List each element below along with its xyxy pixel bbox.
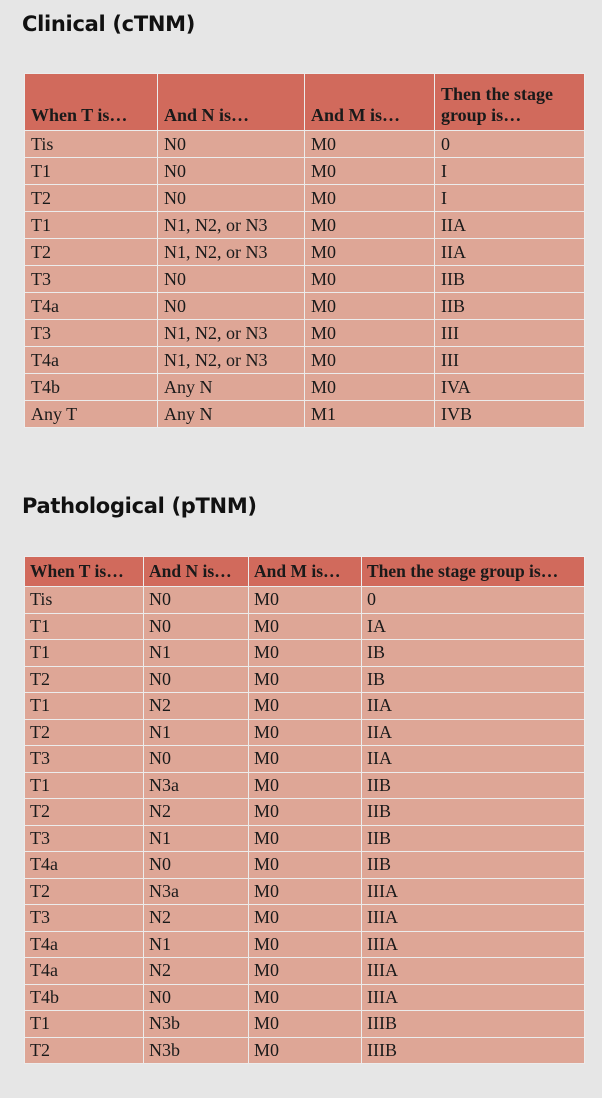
stage-cell: IA <box>362 613 585 640</box>
t-cell: Tis <box>25 131 158 158</box>
table-row <box>25 158 585 185</box>
n-cell: N0 <box>144 746 249 773</box>
table-row <box>25 212 585 239</box>
t-cell: T2 <box>25 799 144 826</box>
n-cell: N1, N2, or N3 <box>158 347 305 374</box>
n-cell: Any N <box>158 401 305 428</box>
stage-cell: I <box>435 158 585 185</box>
n-cell: Any N <box>158 374 305 401</box>
m-cell: M0 <box>249 772 362 799</box>
table-row <box>25 374 585 401</box>
t-cell: T1 <box>25 212 158 239</box>
m-cell: M0 <box>249 799 362 826</box>
n-cell: N0 <box>158 266 305 293</box>
n-cell: N1 <box>144 640 249 667</box>
t-cell: T4a <box>25 931 144 958</box>
table-row <box>25 693 585 720</box>
n-cell: N2 <box>144 905 249 932</box>
stage-cell: 0 <box>435 131 585 158</box>
column-header-m: And M is… <box>305 74 435 131</box>
table-row <box>25 852 585 879</box>
t-cell: T1 <box>25 1011 144 1038</box>
m-cell: M0 <box>249 1037 362 1064</box>
stage-cell: IIB <box>435 293 585 320</box>
n-cell: N2 <box>144 799 249 826</box>
t-cell: T3 <box>25 905 144 932</box>
stage-cell: IB <box>362 640 585 667</box>
stage-cell: IIB <box>435 266 585 293</box>
n-cell: N2 <box>144 958 249 985</box>
n-cell: N3b <box>144 1011 249 1038</box>
n-cell: N1 <box>144 931 249 958</box>
n-cell: N1 <box>144 825 249 852</box>
n-cell: N3a <box>144 878 249 905</box>
column-header-stage: Then the stage group is… <box>362 557 585 587</box>
stage-cell: IIB <box>362 772 585 799</box>
column-header-t: When T is… <box>25 557 144 587</box>
column-header-t: When T is… <box>25 74 158 131</box>
m-cell: M0 <box>249 878 362 905</box>
t-cell: T2 <box>25 666 144 693</box>
n-cell: N0 <box>144 984 249 1011</box>
stage-cell: IVB <box>435 401 585 428</box>
column-header-m: And M is… <box>249 557 362 587</box>
n-cell: N0 <box>158 158 305 185</box>
t-cell: T1 <box>25 640 144 667</box>
column-header-n: And N is… <box>144 557 249 587</box>
n-cell: N0 <box>144 666 249 693</box>
clinical-heading: Clinical (cTNM) <box>22 12 196 36</box>
m-cell: M0 <box>249 852 362 879</box>
n-cell: N1, N2, or N3 <box>158 320 305 347</box>
m-cell: M0 <box>249 587 362 614</box>
n-cell: N1, N2, or N3 <box>158 239 305 266</box>
table-row <box>25 772 585 799</box>
clinical-table-header <box>25 74 585 131</box>
t-cell: Tis <box>25 587 144 614</box>
pathological-heading: Pathological (pTNM) <box>22 494 257 518</box>
table-row <box>25 931 585 958</box>
stage-cell: IIIB <box>362 1037 585 1064</box>
m-cell: M0 <box>305 293 435 320</box>
n-cell: N3a <box>144 772 249 799</box>
m-cell: M0 <box>249 746 362 773</box>
t-cell: T1 <box>25 158 158 185</box>
m-cell: M0 <box>305 320 435 347</box>
t-cell: T4a <box>25 958 144 985</box>
table-row <box>25 1011 585 1038</box>
m-cell: M0 <box>305 374 435 401</box>
t-cell: T4b <box>25 374 158 401</box>
t-cell: T2 <box>25 239 158 266</box>
stage-cell: IIA <box>435 239 585 266</box>
m-cell: M0 <box>249 905 362 932</box>
n-cell: N2 <box>144 693 249 720</box>
stage-cell: IIIA <box>362 878 585 905</box>
table-row <box>25 613 585 640</box>
stage-cell: IIA <box>435 212 585 239</box>
table-row <box>25 799 585 826</box>
stage-cell: IIA <box>362 719 585 746</box>
table-row <box>25 905 585 932</box>
table-row <box>25 239 585 266</box>
pathological-stage-table <box>24 556 585 1064</box>
table-row <box>25 984 585 1011</box>
n-cell: N3b <box>144 1037 249 1064</box>
m-cell: M0 <box>305 347 435 374</box>
t-cell: T2 <box>25 719 144 746</box>
m-cell: M0 <box>249 1011 362 1038</box>
t-cell: T1 <box>25 772 144 799</box>
table-row <box>25 1037 585 1064</box>
table-row <box>25 958 585 985</box>
stage-cell: III <box>435 320 585 347</box>
table-row <box>25 746 585 773</box>
t-cell: T3 <box>25 825 144 852</box>
m-cell: M0 <box>249 640 362 667</box>
table-row <box>25 131 585 158</box>
m-cell: M0 <box>249 958 362 985</box>
stage-cell: IIIB <box>362 1011 585 1038</box>
stage-cell: IIA <box>362 693 585 720</box>
clinical-table-body <box>25 131 585 428</box>
m-cell: M0 <box>305 266 435 293</box>
n-cell: N0 <box>144 852 249 879</box>
stage-cell: IIB <box>362 799 585 826</box>
t-cell: T4a <box>25 852 144 879</box>
n-cell: N1 <box>144 719 249 746</box>
m-cell: M0 <box>249 666 362 693</box>
column-header-stage: Then the stage group is… <box>435 74 585 131</box>
table-row <box>25 266 585 293</box>
clinical-stage-table <box>24 73 585 428</box>
table-row <box>25 825 585 852</box>
table-row <box>25 293 585 320</box>
stage-cell: IIIA <box>362 905 585 932</box>
stage-cell: III <box>435 347 585 374</box>
stage-cell: 0 <box>362 587 585 614</box>
m-cell: M0 <box>305 158 435 185</box>
t-cell: T4b <box>25 984 144 1011</box>
m-cell: M1 <box>305 401 435 428</box>
m-cell: M0 <box>305 131 435 158</box>
n-cell: N0 <box>158 131 305 158</box>
t-cell: T4a <box>25 293 158 320</box>
stage-cell: IB <box>362 666 585 693</box>
t-cell: T2 <box>25 185 158 212</box>
stage-cell: IIIA <box>362 984 585 1011</box>
m-cell: M0 <box>249 613 362 640</box>
table-row <box>25 719 585 746</box>
n-cell: N1, N2, or N3 <box>158 212 305 239</box>
m-cell: M0 <box>305 239 435 266</box>
t-cell: T1 <box>25 613 144 640</box>
m-cell: M0 <box>305 212 435 239</box>
table-row <box>25 185 585 212</box>
m-cell: M0 <box>249 984 362 1011</box>
n-cell: N0 <box>158 185 305 212</box>
stage-cell: IIA <box>362 746 585 773</box>
table-row <box>25 666 585 693</box>
column-header-n: And N is… <box>158 74 305 131</box>
t-cell: T3 <box>25 266 158 293</box>
t-cell: T3 <box>25 320 158 347</box>
stage-cell: IIIA <box>362 931 585 958</box>
t-cell: T2 <box>25 878 144 905</box>
table-row <box>25 878 585 905</box>
table-row <box>25 347 585 374</box>
table-row <box>25 587 585 614</box>
n-cell: N0 <box>144 613 249 640</box>
m-cell: M0 <box>249 931 362 958</box>
m-cell: M0 <box>249 693 362 720</box>
t-cell: T1 <box>25 693 144 720</box>
pathological-table-body <box>25 587 585 1064</box>
table-row <box>25 640 585 667</box>
t-cell: T4a <box>25 347 158 374</box>
stage-cell: IIIA <box>362 958 585 985</box>
stage-cell: IIB <box>362 825 585 852</box>
pathological-table-header <box>25 557 585 587</box>
t-cell: T3 <box>25 746 144 773</box>
t-cell: Any T <box>25 401 158 428</box>
m-cell: M0 <box>249 825 362 852</box>
n-cell: N0 <box>158 293 305 320</box>
stage-cell: IIB <box>362 852 585 879</box>
n-cell: N0 <box>144 587 249 614</box>
t-cell: T2 <box>25 1037 144 1064</box>
stage-cell: IVA <box>435 374 585 401</box>
m-cell: M0 <box>249 719 362 746</box>
table-row <box>25 320 585 347</box>
stage-cell: I <box>435 185 585 212</box>
table-row <box>25 401 585 428</box>
m-cell: M0 <box>305 185 435 212</box>
